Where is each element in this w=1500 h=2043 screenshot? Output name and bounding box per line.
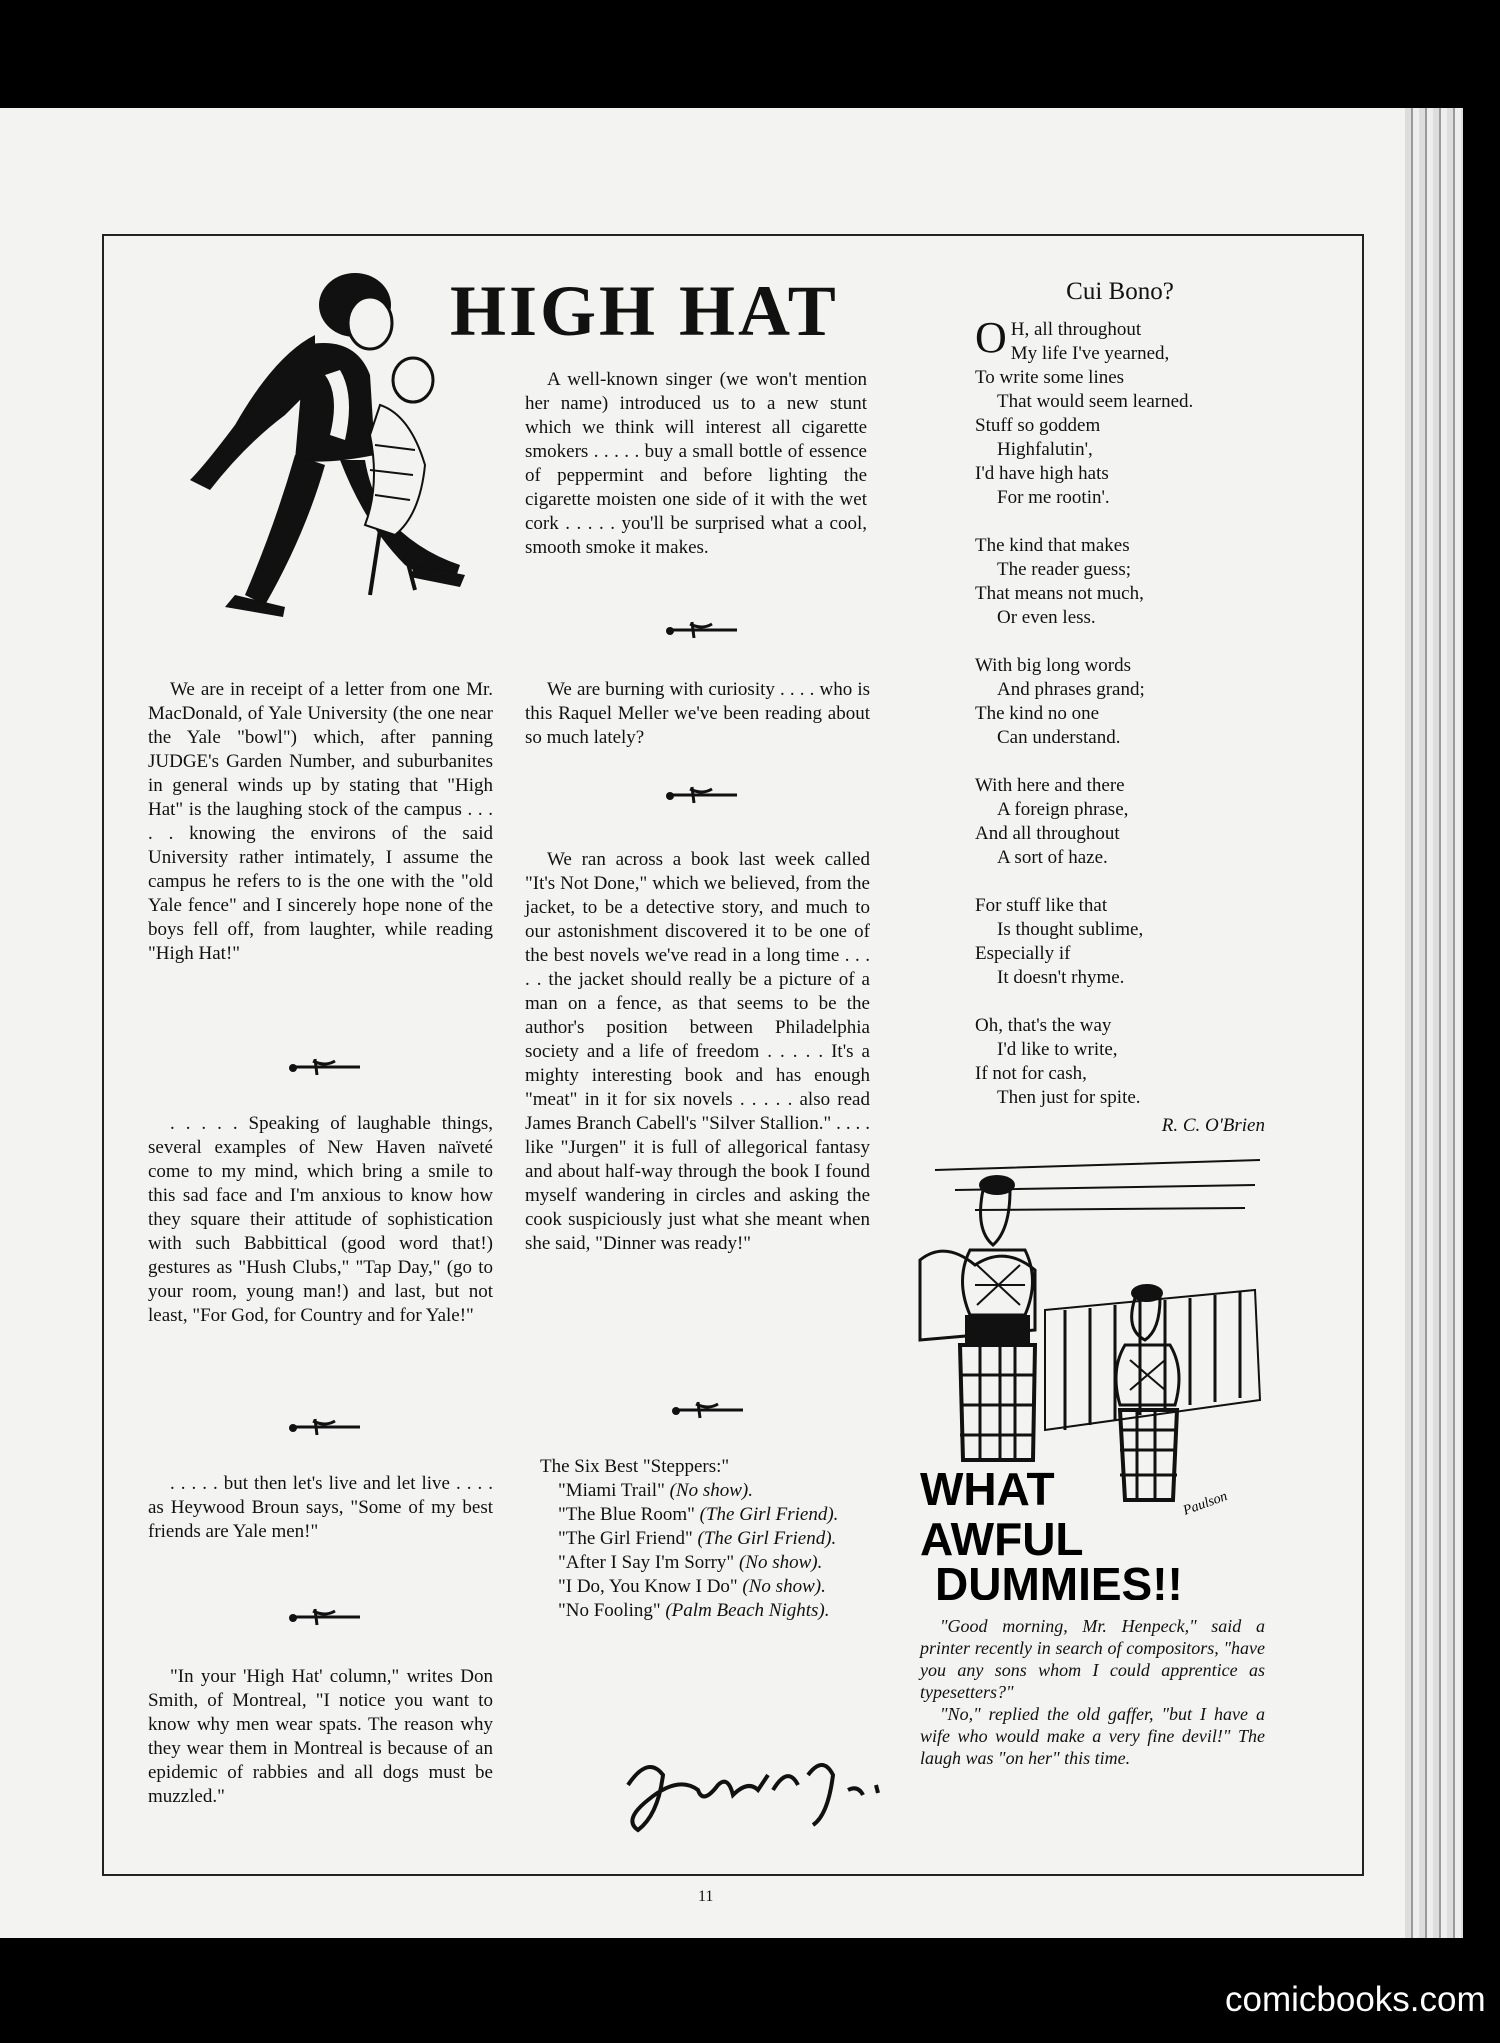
column-two-part-three [525,848,870,1256]
section-divider-icon [668,1398,748,1422]
poem-stanza: For stuff like that Is thought sublime, Especially if It doesn't rhyme. [975,895,1144,988]
six-best-steppers-list [540,1455,880,1623]
section-divider-icon [285,1055,365,1079]
poem-title: Cui Bono? [1066,278,1174,305]
list-heading: The Six Best "Steppers:" [540,1456,730,1477]
column-title: HIGH HAT [450,271,839,351]
page-stack-edge [1405,108,1463,1938]
poem-author: R. C. O'Brien [1161,1115,1265,1136]
section-divider-icon [662,783,742,807]
cartoon-caption-line: WHAT [920,1463,1055,1515]
cartoon-caption-line: DUMMIES!! [935,1558,1183,1600]
poem-cui-bono [975,280,1265,1138]
column-two-part-two [525,678,870,750]
article-paragraph: We are in receipt of a letter from one Mr. MacDonald, of Yale University (the one near the Yale "bowl") which, after panning JUDGE's Garden Number, and suburbanites in general winds up by stating that "High Hat" is the laughing stock of the campus . . . . . knowing the environs of the said University rather intimately, I assume the campus he refers to is the one with the "old Yale fence" and I sincerely hope none of the boys fell off, from laughter, while reading "High Hat!" [148,679,493,964]
poem-stanza: Oh, that's the way I'd like to write, If not for cash, Then just for spite. [975,1015,1141,1108]
column-one [148,678,493,966]
article-paragraph: "In your 'High Hat' column," writes Don Smith, of Montreal, "I notice you want to know why men wear spats. The reason why they wear them in Montreal is because of an epidemic of rabbies and all dogs must be muzzled." [148,1666,493,1807]
cartoon-caption-line: AWFUL [920,1513,1084,1565]
page-number: 11 [698,1888,714,1905]
artist-signature: Paulson [1181,1488,1230,1519]
article-paragraph: . . . . . Speaking of laughable things, several examples of New Haven naïveté come to my mind, which bring a smile to this sad face and I'm anxious to know how they square their attitude of sophistication with such Babbittical (good word that!) gestures as "Hush Clubs," "Tap Day," (go to your room, young man!) and last, but not least, "For God, for Country and for Yale!" [148,1113,493,1326]
section-divider-icon [285,1605,365,1629]
list-item: "The Girl Friend" (The Girl Friend). [558,1528,837,1549]
signature-judge-jr [608,1745,888,1835]
poem-stanza: The kind that makes The reader guess; That means not much, Or even less. [975,535,1144,628]
svg-text:Judge Jr.: Judge Jr. [608,1745,612,1746]
poem-stanza: With here and there A foreign phrase, And all throughout A sort of haze. [975,775,1129,868]
column-one-part-four [148,1665,493,1809]
list-item: "After I Say I'm Sorry" (No show). [558,1552,823,1573]
dummies-cartoon-illustration [915,1130,1265,1600]
list-item: "No Fooling" (Palm Beach Nights). [558,1600,830,1621]
dancing-couple-illustration [165,265,475,630]
article-paragraph: We ran across a book last week called "It's Not Done," which we believed, from the jacket, to be a detective story, and much to our astonishment discovered it to be one of the best novels we've read in a long time . . . . . the jacket should really be a picture of a man on a fence, as that seems to be the author's position between Philadelphia society and a life of freedom . . . . . It's a mighty interesting book and has enough "meat" in it for six novels . . . . . also read James Branch Cabell's "Silver Stallion." . . . . like "Jurgen" it is full of allegorical fantasy and about half-way through the book I found myself wandering in circles and asking the cook suspiciously just what she meant when she said, "Dinner was ready!" [525,849,870,1254]
list-item: "Miami Trail" (No show). [558,1480,753,1501]
list-item: "The Blue Room" (The Girl Friend). [558,1504,839,1525]
joke-paragraph: "Good morning, Mr. Henpeck," said a printer recently in search of compositors, "have you any sons whom I could apprentice as typesetters?" [920,1616,1265,1702]
joke-paragraph: "No," replied the old gaffer, "but I have a wife who would make a very fine devil!" The laugh was "on her" this time. [920,1704,1265,1768]
watermark-logo: comicbooks.com [1225,1980,1486,2019]
article-paragraph: A well-known singer (we won't mention her name) introduced us to a new stunt which we think will interest all cigarette smokers . . . . . buy a small bottle of essence of peppermint and before lighting the cigarette moisten one side of it with the wet cork . . . . . you'll be surprised what a cool, smooth smoke it makes. [525,369,867,558]
drop-cap: O [975,313,1007,362]
section-divider-icon [662,618,742,642]
column-one-part-three [148,1472,493,1544]
poem-stanza: O H, all throughout My life I've yearned, To write some lines That would seem learned. Stuff so goddem Highfalutin', I'd have high hats For me rootin'. [975,313,1194,508]
article-paragraph: We are burning with curiosity . . . . who is this Raquel Meller we've been reading about so much lately? [525,679,870,748]
column-two-top [525,368,867,560]
article-paragraph: . . . . . but then let's live and let live . . . . as Heywood Broun says, "Some of my best friends are Yale men!" [148,1473,493,1542]
poem-stanza: With big long words And phrases grand; The kind no one Can understand. [975,655,1145,748]
section-divider-icon [285,1415,365,1439]
list-item: "I Do, You Know I Do" (No show). [558,1576,826,1597]
column-one-part-two [148,1112,493,1328]
dummies-joke-text [920,1615,1265,1769]
